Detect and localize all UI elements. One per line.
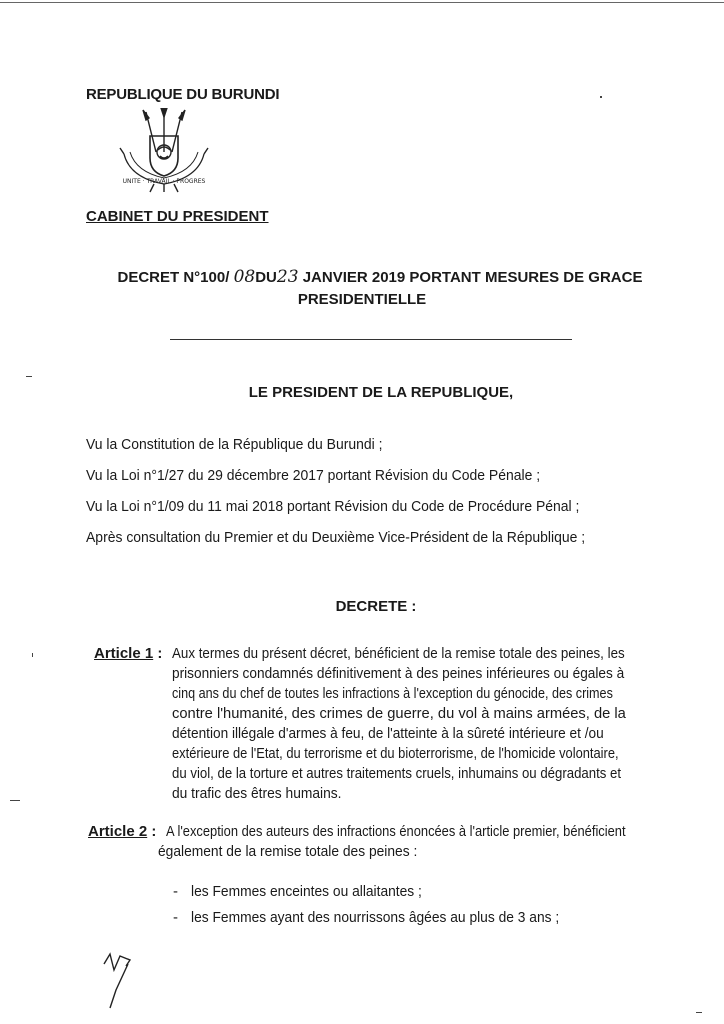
- article-2-line-2: également de la remise totale des peines :: [158, 843, 418, 860]
- scan-mark: [32, 653, 33, 657]
- decrete-heading: DECRETE :: [335, 598, 417, 615]
- coat-of-arms-emblem: [116, 108, 212, 194]
- article-2-line-1: A l'exception des auteurs des infractions énoncées à l'article premier, bénéficient: [166, 823, 626, 840]
- cabinet-header: CABINET DU PRESIDENT: [86, 208, 269, 225]
- country-header: REPUBLIQUE DU BURUNDI: [86, 86, 280, 103]
- scan-mark: [10, 800, 20, 801]
- document-page: REPUBLIQUE DU BURUNDI UNITE · TRAVAIL · PROGRES CABINET DU PRESIDENT DECRET N°100/ 08DU23 JANVIER 2019 PORTANT MESURES DE GRACE PRESIDENTIELLE LE PRESIDENT DE LA REPUBLIQUE, Vu la Constitution de la République du Burundi ; Vu la Loi n°1/27 du 29 décembre 2017 portant Révision du Code Pénale ; Vu la Loi n°1/09 du 11 mai 2018 portant Révision du Code de Procédure Pénal ; Après consultation du Premier et du Deuxième Vice-Président de la République ; DECRETE : Article 1 : Aux termes du présent décret, bénéficient de la remise totale des peines, les prisonniers condamnés définitivement à des peines inférieures ou égales à cinq ans du chef de toutes les infractions à l'exception du génocide, des crimes contre l'humanité, des crimes de guerre, du vol à mains armées, de la détention illégale d'armes à feu, de l'atteinte à la sûreté intérieure et /ou extérieure de l'Etat, du terrorisme et du bioterrorisme, de l'homicide volontaire, du viol, de la torture et autres traitements cruels, inhumains ou dégradants et du trafic des êtres humains. Article 2 : A l'exception des auteurs des infractions énoncées à l'article premier, bénéficient également de la remise totale des peines : - les Femmes enceintes ou allaitantes ; - les Femmes ayant des nourrissons âgées au plus de 3 ans ;: [0, 0, 724, 1024]
- decree-title: [0, 266, 724, 311]
- svg-text:UNITE · TRAVAIL · PROGRES: UNITE · TRAVAIL · PROGRES: [122, 178, 206, 185]
- consideration-1: Vu la Constitution de la République du Burundi ;: [86, 436, 383, 453]
- president-heading: LE PRESIDENT DE LA REPUBLIQUE,: [248, 384, 514, 401]
- decree-title-line2: PRESIDENTIELLE: [297, 291, 427, 308]
- handwritten-decree-number: 08: [233, 267, 256, 287]
- decree-title-rest: JANVIER 2019 PORTANT MESURES DE GRACE: [302, 269, 643, 286]
- handwritten-day: 23: [276, 267, 299, 287]
- article-1-label: Article 1 :: [94, 645, 163, 662]
- consideration-3: Vu la Loi n°1/09 du 11 mai 2018 portant Révision du Code de Procédure Pénal ;: [86, 498, 580, 515]
- decree-prefix: DECRET N°100/: [117, 269, 230, 286]
- article-2-label: Article 2 :: [88, 823, 157, 840]
- scan-mark: [26, 376, 32, 377]
- article-2-item-1: - les Femmes enceintes ou allaitantes ;: [173, 883, 422, 900]
- scan-mark: [696, 1012, 702, 1013]
- decree-title-line1: [0, 266, 724, 289]
- top-edge-line: [0, 2, 724, 3]
- scan-mark: [600, 96, 602, 98]
- article-2-item-2: - les Femmes ayant des nourrissons âgées au plus de 3 ans ;: [173, 909, 560, 926]
- handwritten-initials: [100, 950, 140, 1010]
- consideration-4: Après consultation du Premier et du Deuxième Vice-Président de la République ;: [86, 529, 586, 546]
- consideration-2: Vu la Loi n°1/27 du 29 décembre 2017 portant Révision du Code Pénale ;: [86, 467, 541, 484]
- decree-du: DU: [255, 269, 277, 286]
- title-divider: [170, 339, 572, 340]
